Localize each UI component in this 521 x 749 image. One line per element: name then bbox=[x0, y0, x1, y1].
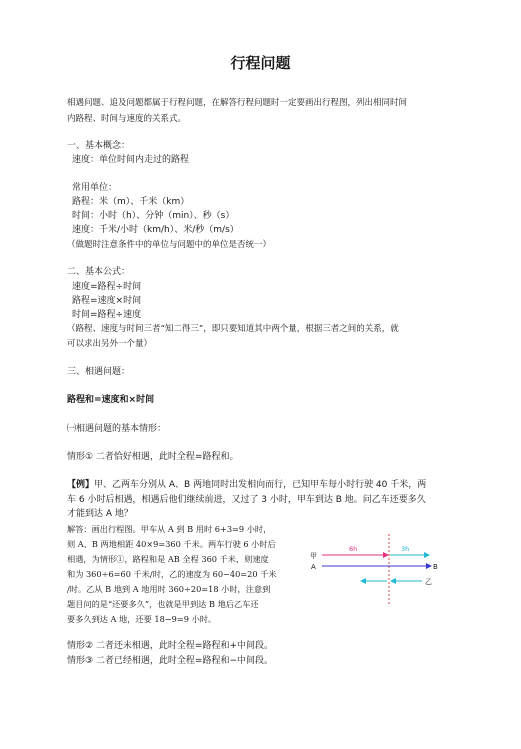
case-3: 情形③ 二者已经相遇，此时全程=路程和−中间段。 bbox=[67, 656, 274, 666]
label-6h: 6h bbox=[349, 545, 358, 553]
time-units: 时间：小时（h）、分钟（min）、秒（s） bbox=[72, 211, 235, 221]
intro-line-1: 相遇问题、追及问题都属于行程问题，在解答行程问题时一定要画出行程图，列出相同时间 bbox=[67, 98, 408, 108]
section-1-heading: 一、基本概念： bbox=[67, 141, 131, 151]
distance-units: 路程：米（m）、千米（km） bbox=[72, 197, 190, 207]
example-line-2: 车 6 小时后相遇，相遇后他们继续前进，又过了 3 小时，甲车到达 B 地。问乙车还要多久 bbox=[67, 495, 426, 505]
key-formula: 路程和=速度和×时间 bbox=[67, 395, 155, 405]
solution-line-1: 解答：画出行程图。甲车从 A 到 B 用时 6+3=9 小时， bbox=[67, 524, 272, 534]
example-line-1 bbox=[67, 480, 426, 491]
subsection-heading: ㈠相遇问题的基本情形： bbox=[67, 424, 167, 434]
label-3h: 3h bbox=[401, 545, 410, 553]
case-2: 情形② 二者还未相遇，此时全程=路程和+中间段。 bbox=[67, 641, 274, 651]
units-heading: 常用单位： bbox=[72, 183, 118, 193]
formula-distance: 路程=速度×时间 bbox=[72, 296, 142, 306]
example-line-3: 才能到达 A 地？ bbox=[67, 509, 133, 519]
example-text-1: 甲、乙两车分别从 A、B 两地同时出发相向而行，已知甲车每小时行驶 40 千米，两 bbox=[94, 480, 427, 490]
formula-note-line-1: （路程、速度与时间三者“知二得三”，即只要知道其中两个量，根据三者之间的关系，就 bbox=[67, 324, 399, 334]
speed-units: 速度：千米/小时（km/h）、米/秒（m/s） bbox=[72, 225, 239, 235]
formula-time: 时间=路程÷速度 bbox=[72, 310, 142, 320]
label-a: A bbox=[311, 563, 316, 571]
formula-speed: 速度=路程÷时间 bbox=[72, 282, 142, 292]
speed-definition: 速度：单位时间内走过的路程 bbox=[72, 155, 190, 165]
solution-line-2: 则 A、B 两地相距 40×9=360 千米。两车行驶 6 小时后 bbox=[67, 539, 276, 549]
case-1: 情形① 二者恰好相遇，此时全程=路程和。 bbox=[67, 452, 239, 462]
section-3-heading: 三、相遇问题： bbox=[67, 367, 131, 377]
solution-line-7: 要多久到达 A 地，还要 18−9=9 小时。 bbox=[67, 614, 217, 624]
label-b: B bbox=[433, 563, 438, 571]
section-2-heading: 二、基本公式： bbox=[67, 267, 131, 277]
solution-line-4: 和为 360÷6=60 千米/时，乙的速度为 60−40=20 千米 bbox=[67, 569, 277, 579]
label-jia: 甲 bbox=[310, 552, 317, 560]
solution-line-6: 题目问的是“还要多久”，也就是甲到达 B 地后乙车还 bbox=[67, 599, 259, 609]
example-label: 【例】 bbox=[67, 480, 95, 490]
travel-diagram bbox=[305, 528, 455, 610]
intro-line-2: 内路程、时间与速度的关系式。 bbox=[67, 114, 187, 124]
solution-line-5: /时。乙从 B 地到 A 地用时 360÷20=18 小时，注意到 bbox=[67, 584, 271, 594]
units-note: （做题时注意条件中的单位与问题中的单位是否统一） bbox=[67, 240, 272, 250]
solution-line-3: 相遇，为情形①，路程和是 AB 全程 360 千米，则速度 bbox=[67, 554, 269, 564]
page-title: 行程问题 bbox=[230, 54, 291, 72]
label-yi: 乙 bbox=[425, 578, 432, 586]
formula-note-line-2: 可以求出另外一个量） bbox=[67, 339, 153, 349]
